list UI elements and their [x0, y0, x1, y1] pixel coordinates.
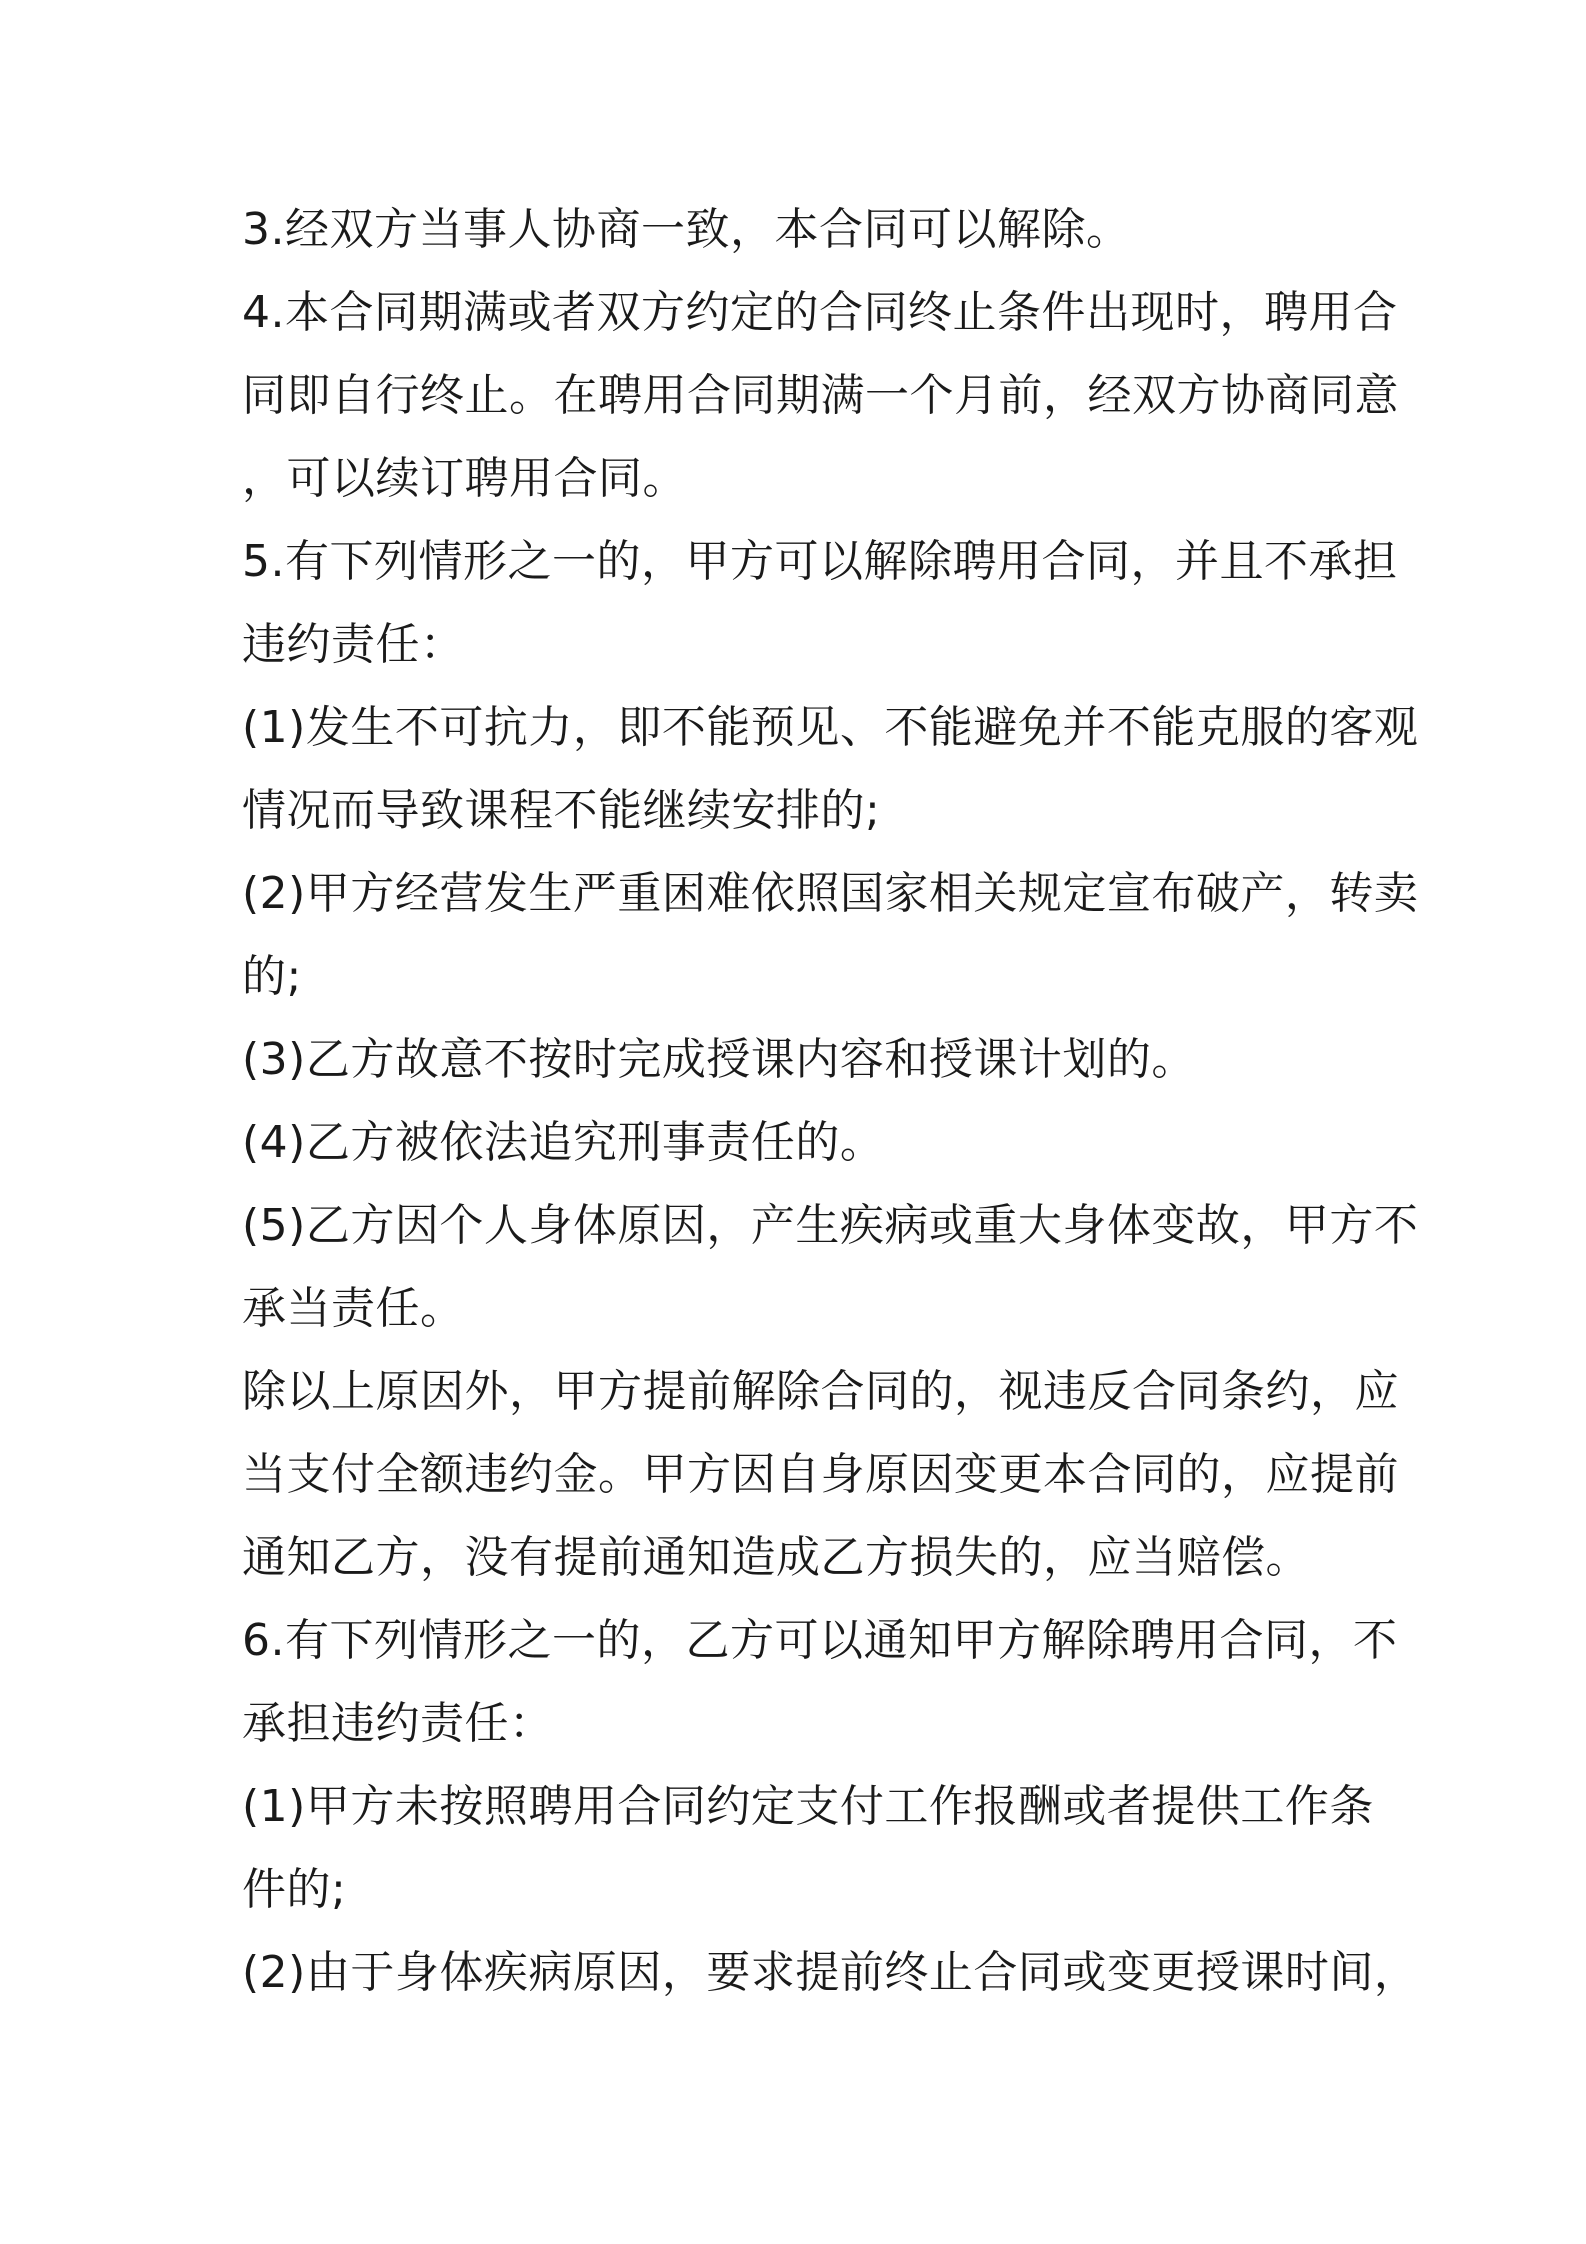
- text-line: 的;: [242, 951, 302, 1002]
- text-line: (5)乙方因个人身体原因，产生疾病或重大身体变故，甲方不: [242, 1200, 1419, 1251]
- document-body: [242, 188, 1419, 2014]
- text-line: ，可以续订聘用合同。: [242, 453, 687, 504]
- text-line: 6.有下列情形之一的，乙方可以通知甲方解除聘用合同，不: [242, 1615, 1398, 1666]
- text-line: (2)由于身体疾病原因，要求提前终止合同或变更授课时间，: [242, 1947, 1419, 1998]
- text-line: (4)乙方被依法追究刑事责任的。: [242, 1117, 885, 1168]
- text-line: (1)甲方未按照聘用合同约定支付工作报酬或者提供工作条: [242, 1781, 1374, 1832]
- text-line: (3)乙方故意不按时完成授课内容和授课计划的。: [242, 1034, 1196, 1085]
- text-line: 情况而导致课程不能继续安排的;: [242, 785, 881, 836]
- text-line: 除以上原因外，甲方提前解除合同的，视违反合同条约，应: [242, 1366, 1399, 1417]
- text-line: 承担违约责任：: [242, 1698, 554, 1749]
- text-line: 承当责任。: [242, 1283, 465, 1334]
- text-line: (2)甲方经营发生严重困难依照国家相关规定宣布破产，转卖: [242, 868, 1419, 919]
- text-line: 当支付全额违约金。甲方因自身原因变更本合同的，应提前: [242, 1449, 1399, 1500]
- text-line: 通知乙方，没有提前通知造成乙方损失的，应当赔偿。: [242, 1532, 1310, 1583]
- text-line: 5.有下列情形之一的，甲方可以解除聘用合同，并且不承担: [242, 536, 1398, 587]
- text-line: 违约责任：: [242, 619, 465, 670]
- text-line: 件的;: [242, 1864, 347, 1915]
- text-line: (1)发生不可抗力，即不能预见、不能避免并不能克服的客观: [242, 702, 1419, 753]
- text-line: 4.本合同期满或者双方约定的合同终止条件出现时，聘用合: [242, 287, 1398, 338]
- text-line: 同即自行终止。在聘用合同期满一个月前，经双方协商同意: [242, 370, 1399, 421]
- text-line: 3.经双方当事人协商一致，本合同可以解除。: [242, 204, 1131, 255]
